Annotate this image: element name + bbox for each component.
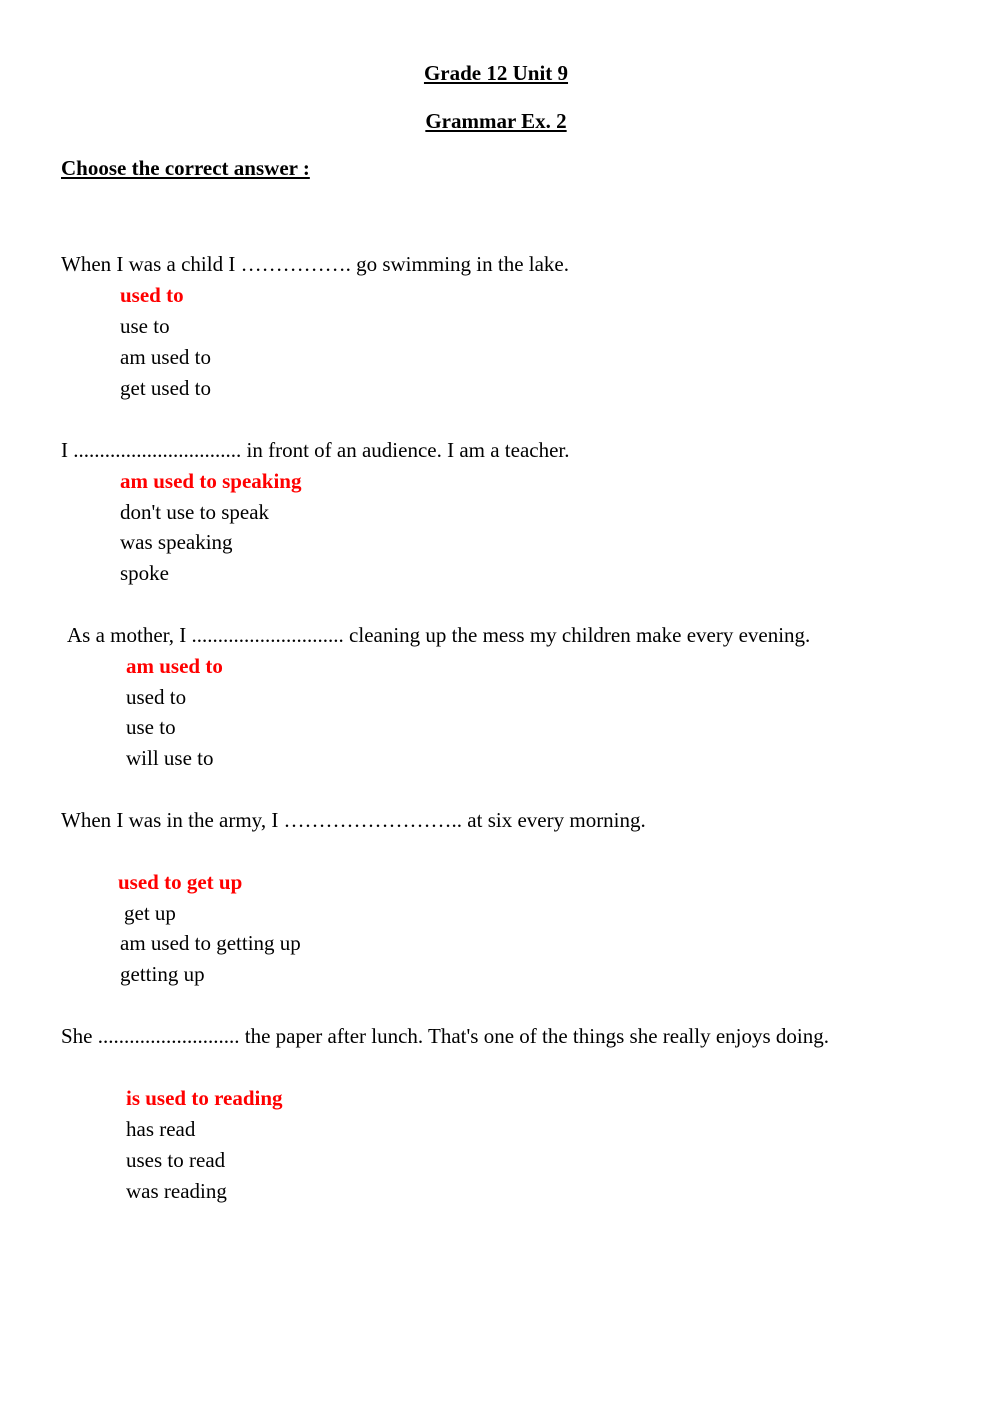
- option: am used to getting up: [120, 931, 301, 955]
- option: was speaking: [120, 530, 233, 554]
- page-title: Grade 12 Unit 9: [423, 61, 569, 85]
- option: uses to read: [126, 1148, 226, 1172]
- option: use to: [126, 715, 176, 739]
- question-prompt: When I was in the army, I …………………….. at six every morning.: [61, 808, 646, 832]
- correct-answer: am used to: [126, 654, 223, 678]
- correct-answer: is used to reading: [126, 1086, 283, 1110]
- page-subtitle: Grammar Ex. 2: [425, 109, 567, 133]
- option: getting up: [120, 962, 205, 986]
- option: was reading: [126, 1179, 227, 1203]
- option: don't use to speak: [120, 500, 270, 524]
- option: am used to: [120, 345, 211, 369]
- option: get up: [124, 901, 176, 925]
- option: has read: [126, 1117, 196, 1141]
- option: will use to: [126, 746, 214, 770]
- question-prompt: I ................................ in front of an audience. I am a teacher.: [61, 438, 570, 462]
- correct-answer: am used to speaking: [120, 469, 302, 493]
- question-prompt: When I was a child I ……………. go swimming in the lake.: [61, 252, 569, 276]
- option: used to: [126, 685, 187, 709]
- question-prompt: As a mother, I ............................. cleaning up the mess my children make every evening.: [67, 623, 811, 647]
- correct-answer: used to get up: [118, 870, 243, 894]
- instruction: Choose the correct answer :: [61, 156, 310, 180]
- option: spoke: [120, 561, 169, 585]
- option: get used to: [120, 376, 211, 400]
- question-prompt: She ........................... the paper after lunch. That's one of the things she really enjoys doing.: [61, 1024, 829, 1048]
- option: use to: [120, 314, 170, 338]
- correct-answer: used to: [120, 283, 184, 307]
